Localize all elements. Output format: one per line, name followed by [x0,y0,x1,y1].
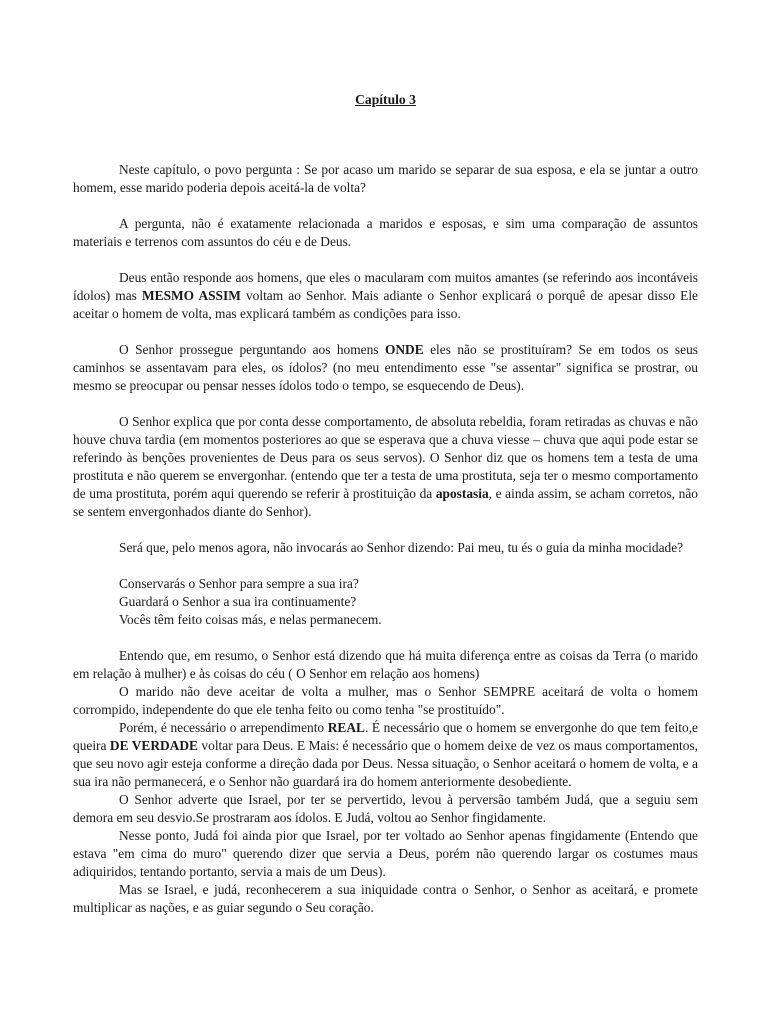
paragraph-9 [73,719,698,791]
paragraph-8: O marido não deve aceitar de volta a mulher, mas o Senhor SEMPRE aceitará de volta o homem corrompido, independente do que ele tenha feito ou como tenha "se prostituído". [73,684,698,717]
paragraph-12: Mas se Israel, e judá, reconhecerem a sua iniquidade contra o Senhor, o Senhor as aceitará, e promete multiplicar as nações, e as guiar segundo o Seu coração. [73,882,698,915]
text-run: eles não se prostituíram? Se em todos os seus caminhos se assentavam para eles, os ídolos? (no meu entendimento esse "se assentar" significa se prostrar, ou mesmo se preocupar ou pensar nesses ídolos todo o tempo, se esquecendo de Deus). [73,342,698,393]
paragraph-7: Entendo que, em resumo, o Senhor está dizendo que há muita diferença entre as coisas da Terra (o marido em relação à mulher) e às coisas do céu ( O Senhor em relação aos homens) [73,648,698,681]
chapter-title: Capítulo 3 [355,92,416,107]
bold-text: DE VERDADE [109,738,198,753]
paragraph-6: Será que, pelo menos agora, não invocarás ao Senhor dizendo: Pai meu, tu és o guia da minha mocidade? [119,540,684,555]
text-run: O Senhor prossegue perguntando aos homens [119,342,385,357]
paragraph-4 [73,341,698,395]
verse-line: Conservarás o Senhor para sempre a sua ira? [119,576,359,591]
verse-block [73,575,698,629]
verse-line: Vocês têm feito coisas más, e nelas permanecem. [119,612,382,627]
bold-text: REAL [327,720,365,735]
verse-line: Guardará o Senhor a sua ira continuamente? [119,594,357,609]
bold-text: apostasia [435,486,489,501]
text-run: Porém, é necessário o arrependimento [119,720,328,735]
text-run: voltar para Deus. E Mais: é necessário que o homem deixe de vez os maus comportamentos, que seu novo agir esteja conforme a direção dada por Deus. Nessa situação, o Senhor aceitará o homem de volta, e a sua ira não permanecerá, e o Senhor não guardará ira do homem anteriormente desobediente. [73,738,699,789]
bold-text: MESMO ASSIM [142,288,241,303]
paragraph-10: O Senhor adverte que Israel, por ter se pervertido, levou à perversão também Judá, que a seguiu sem demora em seu desvio.Se prostraram aos ídolos. E Judá, voltou ao Senhor fingidamente. [73,792,698,825]
paragraph-5 [73,413,698,521]
text-run: , e ainda assim, se acham corretos, não se sentem envergonhados diante do Senhor). [73,486,698,519]
text-run: voltam ao Senhor. Mais adiante o Senhor explicará o porquê de apesar disso Ele aceitar o homem de volta, mas explicará também as condições para isso. [73,288,698,321]
text-run: Deus então responde aos homens, que eles o macularam com muitos amantes (se referindo aos incontáveis ídolos) mas [73,270,698,303]
bold-text: ONDE [384,342,424,357]
paragraph-2: A pergunta, não é exatamente relacionada a maridos e esposas, e sim uma comparação de assuntos materiais e terrenos com assuntos do céu e de Deus. [73,216,698,249]
paragraph-11: Nesse ponto, Judá foi ainda pior que Israel, por ter voltado ao Senhor apenas fingidamente (Entendo que estava "em cima do muro" querendo dizer que servia a Deus, porém não querendo largar os costumes maus adiquiridos, tentando portanto, servia a mais de um Deus). [73,828,698,879]
paragraph-1: Neste capítulo, o povo pergunta : Se por acaso um marido se separar de sua esposa, e ela se juntar a outro homem, esse marido poderia depois aceitá-la de volta? [73,162,698,195]
text-run: O Senhor explica que por conta desse comportamento, de absoluta rebeldia, foram retiradas as chuvas e não houve chuva tardia (em momentos posteriores ao que se esperava que a chuva viesse – chuva que aqui pode estar se referindo às benções provenientes de Deus para os seus servos). O Senhor diz que os homens tem a testa de uma prostituta e não querem se envergonhar. (entendo que ter a testa de uma prostituta, seja ter o mesmo comportamento de uma prostituta, porém aqui querendo se referir à prostituição da [73,414,698,501]
paragraph-3 [73,269,698,323]
text-run: . É necessário que o homem se envergonhe do que tem feito,e queira [73,720,698,753]
